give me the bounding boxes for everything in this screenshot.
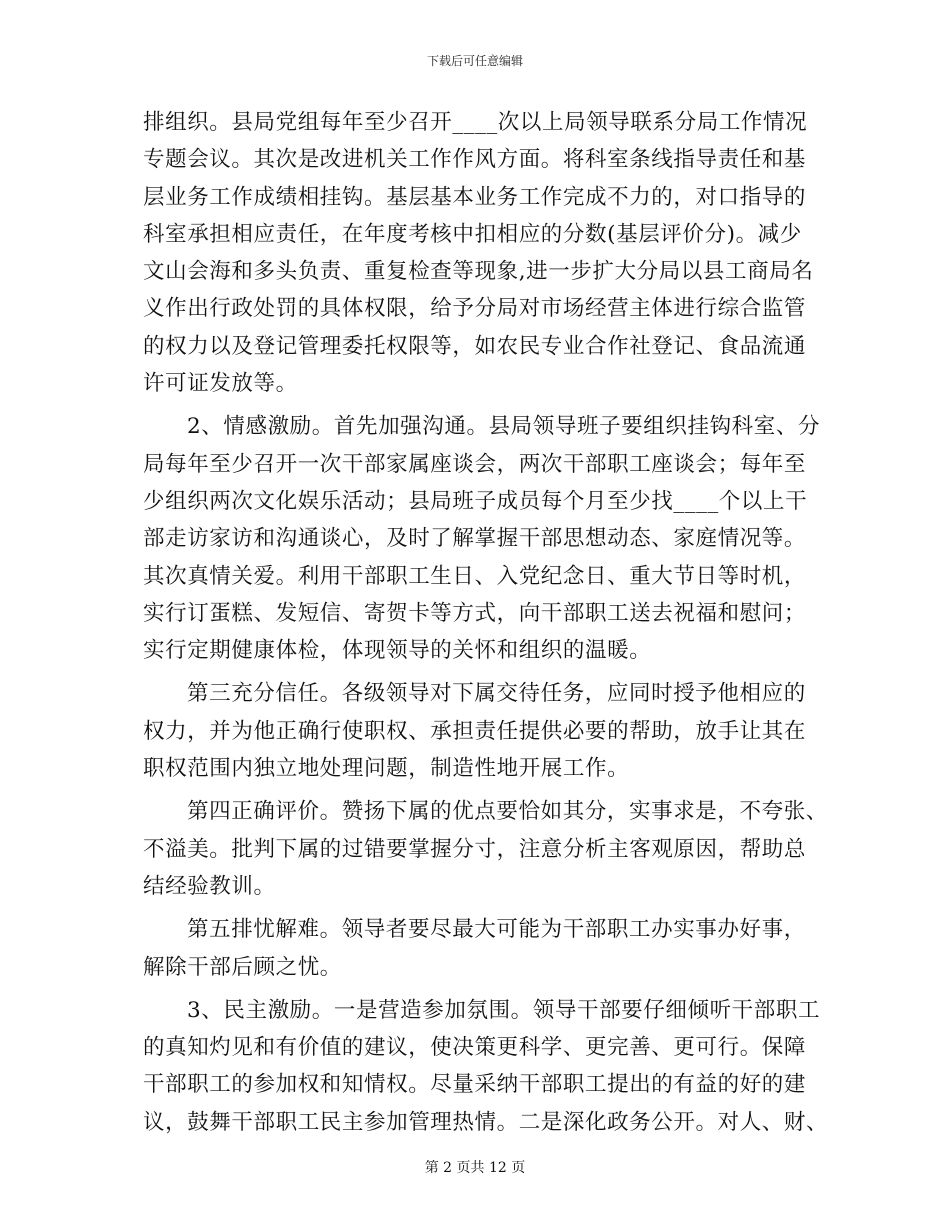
paragraph-democratic-incentive: 3、民主激励。一是营造参加氛围。领导干部要仔细倾听干部职工 bbox=[187, 997, 821, 1023]
text-line: 的真知灼见和有价值的建议，使决策更科学、更完善、更可行。保障 bbox=[143, 1035, 807, 1061]
text-line: 实行定期健康体检，体现领导的关怀和组织的温暖。 bbox=[143, 638, 652, 664]
text-line: 结经验教训。 bbox=[143, 873, 276, 899]
page-header: 下载后可任意编辑 bbox=[426, 54, 523, 68]
text-line: 干部职工的参加权和知情权。尽量采纳干部职工提出的有益的好的建 bbox=[143, 1072, 807, 1098]
text-line: 实行订蛋糕、发短信、寄贺卡等方式，向干部职工送去祝福和慰问； bbox=[143, 600, 807, 626]
text-line: 排组织。县局党组每年至少召开____次以上局领导联系分局工作情况 bbox=[143, 110, 808, 135]
text-line: 科室承担相应责任，在年度考核中扣相应的分数(基层评价分)。减少 bbox=[143, 221, 802, 247]
page-footer: 第 2 页共 12 页 bbox=[424, 1160, 526, 1176]
text-line: 专题会议。其次是改进机关工作作风方面。将科室条线指导责任和基 bbox=[143, 147, 807, 173]
text-line: 其次真情关爱。利用干部职工生日、入党纪念日、重大节日等时机， bbox=[143, 563, 807, 589]
paragraph-trust: 第三充分信任。各级领导对下属交待任务，应同时授予他相应的 bbox=[187, 681, 806, 707]
text-line: 职权范围内独立地处理问题，制造性地开展工作。 bbox=[143, 756, 630, 782]
text-line: 不溢美。批判下属的过错要掌握分寸，注意分析主客观原因，帮助总 bbox=[143, 836, 807, 862]
paragraph-evaluation: 第四正确评价。赞扬下属的优点要恰如其分，实事求是，不夸张、 bbox=[187, 799, 828, 825]
text-line: 的权力以及登记管理委托权限等，如农民专业合作社登记、食品流通 bbox=[143, 333, 807, 359]
text-line: 文山会海和多头负责、重复检查等现象,进一步扩大分局以县工商局名 bbox=[143, 259, 814, 285]
text-line: 义作出行政处罚的具体权限，给予分局对市场经营主体进行综合监管 bbox=[143, 296, 807, 322]
document-body bbox=[143, 104, 829, 1141]
text-line: 部走访家访和沟通谈心，及时了解掌握干部思想动态、家庭情况等。 bbox=[143, 526, 807, 552]
text-line: 层业务工作成绩相挂钩。基层基本业务工作完成不力的，对口指导的 bbox=[143, 184, 807, 210]
text-line: 议，鼓舞干部职工民主参加管理热情。二是深化政务公开。对人、财、 bbox=[143, 1109, 829, 1135]
text-line: 权力，并为他正确行使职权、承担责任提供必要的帮助，放手让其在 bbox=[143, 718, 807, 744]
text-line: 局每年至少召开一次干部家属座谈会，两次干部职工座谈会；每年至 bbox=[143, 451, 807, 477]
paragraph-relief: 第五排忧解难。领导者要尽最大可能为干部职工办实事办好事， bbox=[187, 917, 806, 943]
text-line: 少组织两次文化娱乐活动；县局班子成员每个月至少找____个以上干 bbox=[143, 488, 808, 514]
paragraph-emotional-incentive: 2、情感激励。首先加强沟通。县局领导班子要组织挂钩科室、分 bbox=[187, 414, 821, 440]
text-line: 许可证发放等。 bbox=[143, 371, 298, 397]
text-line: 解除干部后顾之忧。 bbox=[143, 954, 342, 980]
